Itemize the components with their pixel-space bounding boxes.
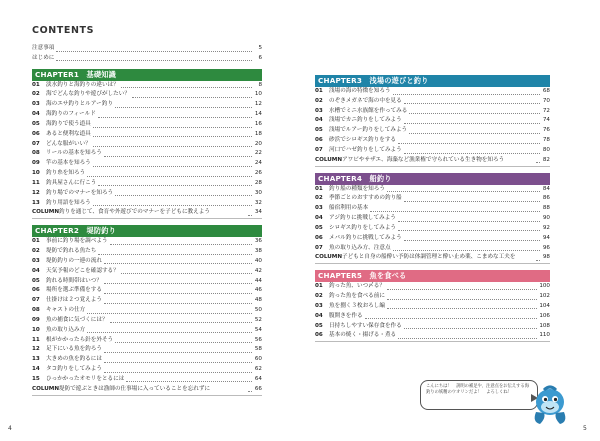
- entry-title: 浅場でルアー釣りをしてみよう: [329, 127, 408, 134]
- entry-page-number: 102: [539, 293, 550, 300]
- toc-entry: [32, 189, 262, 199]
- toc-entry: [315, 204, 550, 214]
- entry-title: シロギス釣りをしてみよう: [329, 224, 397, 231]
- toc-entry: [315, 234, 550, 244]
- entry-page-number: 26: [254, 170, 262, 177]
- entry-page-number: 82: [542, 156, 550, 163]
- entry-title: 大きめの魚を釣るには: [46, 356, 102, 363]
- entry-number: 10: [32, 170, 40, 177]
- dot-leader: [536, 260, 540, 261]
- dot-leader: [536, 162, 540, 163]
- entry-page-number: 40: [254, 257, 262, 264]
- dot-leader: [121, 87, 252, 88]
- entry-number: COLUMN: [315, 254, 343, 261]
- entry-number: 01: [315, 87, 323, 94]
- entry-page-number: 88: [542, 205, 550, 212]
- entry-number: 05: [32, 277, 40, 284]
- entry-page-number: 5: [258, 44, 262, 51]
- entry-title: 砂浜でシロギス釣りをする: [329, 137, 397, 144]
- entry-page-number: 106: [539, 312, 550, 319]
- entry-page-number: 100: [539, 283, 550, 290]
- entry-number: 02: [315, 97, 323, 104]
- entry-number: 04: [32, 267, 40, 274]
- toc-entry: [315, 126, 550, 136]
- entry-page-number: 18: [254, 130, 262, 137]
- toc-entry: [32, 267, 262, 277]
- toc-entry: [32, 130, 262, 140]
- toc-entry: [315, 244, 550, 254]
- toc-entry: [32, 44, 262, 54]
- entry-number: 02: [32, 248, 40, 255]
- entry-title: 仕掛けは２つ覚えよう: [46, 297, 102, 304]
- entry-number: 03: [32, 101, 40, 108]
- toc-entry: [315, 136, 550, 146]
- chapter-entry-list: [32, 81, 262, 220]
- speech-bubble: こんにちは！ 説明の補足や、注意点をお伝えする海釣りの妖精のウオリンだよ！ よろしくね！: [420, 380, 538, 410]
- entry-title: 竿の基本を知ろう: [46, 160, 91, 167]
- dot-leader: [387, 289, 537, 290]
- dot-leader: [248, 391, 252, 392]
- entry-number: 07: [315, 244, 323, 251]
- entry-page-number: 56: [254, 336, 262, 343]
- entry-page-number: 108: [539, 322, 550, 329]
- entry-title: 浅場の海の特徴を知ろう: [329, 87, 391, 94]
- dot-leader: [93, 146, 252, 147]
- entry-page-number: 66: [254, 385, 262, 392]
- entry-number: COLUMN: [315, 156, 343, 163]
- entry-page-number: 68: [542, 87, 550, 94]
- entry-number: 04: [32, 111, 40, 118]
- dot-leader: [104, 156, 252, 157]
- entry-title: 魚の捕食に気づくには？: [46, 316, 108, 323]
- entry-title: 堤防で釣れる魚たち: [46, 248, 97, 255]
- chapter-section: [315, 173, 550, 265]
- entry-title: 足下にいる魚を釣ろう: [46, 346, 102, 353]
- toc-entry: [32, 54, 262, 64]
- entry-page-number: 12: [254, 101, 262, 108]
- toc-entry: [32, 316, 262, 326]
- dot-leader: [93, 205, 252, 206]
- entry-number: 06: [32, 287, 40, 294]
- entry-number: 02: [315, 293, 323, 300]
- entry-number: 04: [315, 215, 323, 222]
- chapter-section: [315, 75, 550, 167]
- chapter-section: [315, 270, 550, 342]
- entry-page-number: 42: [254, 267, 262, 274]
- dot-leader: [104, 303, 252, 304]
- entry-number: 06: [315, 137, 323, 144]
- entry-title: 釣具屋さんに行こう: [46, 179, 97, 186]
- chapter-heading: CHAPTER4 船釣り: [315, 173, 550, 185]
- toc-entry: [32, 90, 262, 100]
- dot-leader: [93, 127, 252, 128]
- entry-title: 釣りを通じて、食育や外遊びでのマナーを子どもに教えよう: [59, 209, 210, 216]
- entry-page-number: 24: [254, 160, 262, 167]
- entry-title: 天気予報のどこを確認する？: [46, 267, 119, 274]
- entry-page-number: 110: [539, 332, 550, 339]
- toc-entry: [315, 107, 550, 117]
- entry-title: 注意事項: [32, 44, 55, 51]
- entry-number: COLUMN: [32, 209, 60, 216]
- dot-leader: [393, 94, 540, 95]
- entry-title: 魚の取り込み方、注意点: [329, 244, 391, 251]
- entry-number: 06: [32, 130, 40, 137]
- entry-number: 02: [315, 195, 323, 202]
- toc-entry: [32, 375, 262, 385]
- toc-entry: [315, 312, 550, 322]
- toc-entry: [315, 322, 550, 332]
- entry-number: 11: [32, 179, 40, 186]
- entry-title: 釣った魚、いつ〆る？: [329, 283, 385, 290]
- entry-number: 05: [315, 322, 323, 329]
- entry-page-number: 92: [542, 224, 550, 231]
- dot-leader: [104, 362, 252, 363]
- entry-title: 河口でハゼ釣りをしてみよう: [329, 146, 402, 153]
- toc-entry: [32, 169, 262, 179]
- chapter-heading: CHAPTER5 魚を食べる: [315, 270, 550, 282]
- dot-leader: [393, 250, 540, 251]
- entry-number: 05: [315, 127, 323, 134]
- toc-entry: [32, 199, 262, 209]
- entry-page-number: 10: [254, 91, 262, 98]
- dot-leader: [110, 244, 252, 245]
- chapter-entry-list: [32, 237, 262, 395]
- chapter-entry-list: [315, 87, 550, 167]
- entry-title: 釣り船の種類を知ろう: [329, 185, 385, 192]
- entry-number: 13: [32, 356, 40, 363]
- dot-leader: [115, 342, 252, 343]
- toc-entry: [315, 116, 550, 126]
- entry-title: 堤防で遊ぶときは漁師の仕事場に入っていることを忘れずに: [59, 385, 211, 392]
- entry-title: 日持ちしやすい保存食を作る: [329, 322, 402, 329]
- entry-number: 04: [315, 312, 323, 319]
- entry-number: 03: [315, 302, 323, 309]
- toc-entry: [315, 146, 550, 156]
- entry-number: 04: [315, 117, 323, 124]
- dot-leader: [404, 328, 538, 329]
- toc-entry: [32, 159, 262, 169]
- entry-title: アワビやサザエ、海藻など漁業権で守られている生き物を知ろう: [342, 156, 505, 163]
- entry-title: メバル釣りに挑戦してみよう: [329, 234, 402, 241]
- toc-entry: [315, 185, 550, 195]
- entry-title: リールの基本を知ろう: [46, 150, 102, 157]
- entry-title: キャストの仕方: [46, 307, 86, 314]
- dot-leader: [98, 254, 252, 255]
- entry-number: 15: [32, 375, 40, 382]
- entry-page-number: 104: [539, 302, 550, 309]
- entry-title: 淡水釣りと海釣りの違いは？: [46, 81, 119, 88]
- dot-leader: [387, 191, 540, 192]
- entry-number: 06: [315, 332, 323, 339]
- entry-title: 浅場でカニ釣りをしてみよう: [329, 117, 402, 124]
- dot-leader: [115, 195, 252, 196]
- entry-title: 海釣りで使う道具: [46, 120, 91, 127]
- entry-page-number: 90: [542, 215, 550, 222]
- entry-page-number: 94: [542, 234, 550, 241]
- entry-number: 12: [32, 189, 40, 196]
- toc-entry: [315, 194, 550, 204]
- toc-entry: [315, 97, 550, 107]
- contents-title: CONTENTS: [32, 25, 95, 36]
- dot-leader: [93, 166, 252, 167]
- entry-page-number: 96: [542, 244, 550, 251]
- dot-leader: [98, 185, 252, 186]
- page-number-left: 4: [8, 425, 12, 432]
- entry-page-number: 86: [542, 195, 550, 202]
- toc-entry: [32, 306, 262, 316]
- entry-number: 07: [32, 140, 40, 147]
- entry-number: 12: [32, 346, 40, 353]
- entry-number: 01: [32, 238, 40, 245]
- toc-entry: [32, 81, 262, 91]
- dot-leader: [404, 153, 540, 154]
- dot-leader: [104, 283, 252, 284]
- chapter-section: [32, 69, 262, 220]
- entry-title: 釣り用語を知ろう: [46, 199, 91, 206]
- entry-number: 02: [32, 91, 40, 98]
- entry-title: ひっかかったオモリをとるには: [46, 375, 125, 382]
- toc-entry: [32, 257, 262, 267]
- entry-title: アジ釣りに挑戦してみよう: [329, 215, 396, 222]
- toc-entry: [32, 365, 262, 375]
- dot-leader: [110, 322, 252, 323]
- entry-title: 基本の焼く・揚げる・煮る: [329, 332, 397, 339]
- entry-number: 01: [315, 185, 323, 192]
- dot-leader: [132, 97, 252, 98]
- entry-page-number: 64: [254, 375, 262, 382]
- dot-leader: [404, 123, 540, 124]
- entry-page-number: 28: [254, 179, 262, 186]
- dot-leader: [93, 136, 252, 137]
- entry-page-number: 62: [254, 366, 262, 372]
- entry-page-number: 80: [542, 146, 550, 153]
- toc-entry: [32, 277, 262, 287]
- toc-entry: [315, 331, 550, 341]
- entry-number: 05: [315, 224, 323, 231]
- fish-mascot-icon: [526, 382, 572, 428]
- entry-page-number: 48: [254, 297, 262, 304]
- dot-leader: [404, 103, 540, 104]
- entry-number: 08: [32, 307, 40, 314]
- toc-entry: [32, 355, 262, 365]
- toc-entry: [32, 110, 262, 120]
- entry-title: 腹開きを作る: [329, 312, 363, 319]
- entry-number: 11: [32, 336, 40, 343]
- entry-page-number: 36: [254, 238, 262, 245]
- entry-title: 釣った魚を食べる前に: [329, 293, 385, 300]
- entry-page-number: 8: [258, 81, 262, 88]
- entry-title: どんな服がいい？: [46, 140, 91, 147]
- dot-leader: [404, 240, 540, 241]
- entry-title: 海のエサ釣りとルアー釣り: [46, 101, 113, 108]
- entry-page-number: 76: [542, 127, 550, 134]
- dot-leader: [398, 221, 540, 222]
- entry-title: 場所を選ぶ準備をする: [46, 287, 102, 294]
- entry-page-number: 52: [254, 316, 262, 323]
- toc-entry: [32, 296, 262, 306]
- entry-page-number: 32: [254, 199, 262, 206]
- entry-page-number: 14: [254, 111, 262, 118]
- intro-list: [32, 44, 262, 64]
- entry-title: 事前に釣り場を調べよう: [46, 238, 108, 245]
- entry-title: 釣り糸を知ろう: [46, 170, 86, 177]
- column-entry: [315, 156, 550, 166]
- entry-number: 03: [315, 107, 323, 114]
- entry-number: 09: [32, 160, 40, 167]
- entry-number: 09: [32, 316, 40, 323]
- dot-leader: [104, 372, 252, 373]
- entry-page-number: 78: [542, 137, 550, 144]
- entry-page-number: 50: [254, 307, 262, 314]
- entry-title: 水槽でミニ水族館を作ってみる: [329, 107, 408, 114]
- page-number-right: 5: [583, 425, 587, 432]
- entry-page-number: 30: [254, 189, 262, 196]
- toc-entry: [32, 140, 262, 150]
- entry-title: 子どもと自身の船酔い予防は体調管理と酔い止め薬、こまめな工夫を: [342, 254, 516, 261]
- entry-page-number: 6: [258, 54, 262, 61]
- entry-page-number: 74: [542, 117, 550, 124]
- entry-page-number: 16: [254, 120, 262, 127]
- toc-entry: [32, 247, 262, 257]
- entry-number: 07: [315, 146, 323, 153]
- entry-title: 季節ごとのおすすめの釣り船: [329, 195, 402, 202]
- dot-leader: [104, 352, 252, 353]
- dot-leader: [398, 230, 540, 231]
- dot-leader: [98, 117, 252, 118]
- entry-page-number: 70: [542, 97, 550, 104]
- toc-entry: [32, 100, 262, 110]
- toc-entry: [315, 302, 550, 312]
- entry-title: 魚の取り込み方: [46, 326, 86, 333]
- toc-entry: [32, 345, 262, 355]
- entry-number: 10: [32, 326, 40, 333]
- dot-leader: [387, 299, 537, 300]
- entry-page-number: 44: [254, 277, 262, 284]
- dot-leader: [404, 201, 540, 202]
- right-column: [315, 72, 550, 348]
- chapter-heading: CHAPTER3 浅場の遊びと釣り: [315, 75, 550, 87]
- entry-title: タコ釣りをしてみよう: [46, 366, 102, 372]
- dot-leader: [56, 60, 252, 61]
- entry-number: 13: [32, 199, 40, 206]
- entry-number: 03: [32, 257, 40, 264]
- entry-title: 海でどんな釣りや遊びがしたい？: [46, 91, 130, 98]
- entry-number: 08: [32, 150, 40, 157]
- entry-number: 07: [32, 297, 40, 304]
- entry-title: 海釣りのフィールド: [46, 111, 96, 118]
- dot-leader: [409, 133, 540, 134]
- entry-title: 釣り場でのマナーを知ろう: [46, 189, 114, 196]
- column-entry: [32, 208, 262, 218]
- dot-leader: [398, 338, 537, 339]
- toc-entry: [32, 149, 262, 159]
- entry-number: 05: [32, 120, 40, 127]
- entry-title: 根がかかったら針を外そう: [46, 336, 114, 343]
- chapter-entry-list: [315, 282, 550, 342]
- entry-title: 船宿利用の基本: [329, 205, 369, 212]
- entry-number: 03: [315, 205, 323, 212]
- dot-leader: [87, 176, 252, 177]
- left-column: [32, 44, 262, 402]
- entry-number: 01: [32, 81, 40, 88]
- toc-entry: [32, 179, 262, 189]
- entry-page-number: 60: [254, 356, 262, 363]
- dot-leader: [121, 273, 252, 274]
- entry-page-number: 46: [254, 287, 262, 294]
- toc-entry: [315, 224, 550, 234]
- dot-leader: [248, 215, 252, 216]
- dot-leader: [104, 293, 252, 294]
- toc-entry: [315, 292, 550, 302]
- toc-entry: [32, 237, 262, 247]
- entry-title: のぞきメガネで海の中を見る: [329, 97, 402, 104]
- toc-entry: [32, 286, 262, 296]
- entry-title: 釣れる時間帯はいつ？: [46, 277, 102, 284]
- toc-entry: [32, 120, 262, 130]
- dot-leader: [387, 308, 537, 309]
- entry-page-number: 98: [542, 254, 550, 261]
- toc-entry: [315, 214, 550, 224]
- entry-title: あると便利な道具: [46, 130, 91, 137]
- dot-leader: [365, 318, 538, 319]
- toc-entry: [32, 326, 262, 336]
- entry-number: 14: [32, 366, 40, 372]
- dot-leader: [104, 263, 252, 264]
- dot-leader: [115, 107, 252, 108]
- entry-page-number: 22: [254, 150, 262, 157]
- chapter-section: [32, 225, 262, 395]
- dot-leader: [370, 211, 540, 212]
- chapter-heading: CHAPTER2 堤防釣り: [32, 225, 262, 237]
- entry-page-number: 38: [254, 248, 262, 255]
- dot-leader: [56, 51, 252, 52]
- entry-page-number: 54: [254, 326, 262, 333]
- dot-leader: [87, 332, 252, 333]
- entry-title: 堤防釣りの一連の流れ: [46, 257, 102, 264]
- entry-page-number: 72: [542, 107, 550, 114]
- entry-title: はじめに: [32, 54, 55, 61]
- entry-number: 06: [315, 234, 323, 241]
- entry-title: 魚を捌く３枚おろし編: [329, 302, 385, 309]
- chapter-entry-list: [315, 185, 550, 265]
- entry-page-number: 58: [254, 346, 262, 353]
- entry-page-number: 34: [254, 209, 262, 216]
- toc-entry: [32, 336, 262, 346]
- column-entry: [32, 385, 262, 395]
- toc-entry: [315, 87, 550, 97]
- entry-page-number: 84: [542, 185, 550, 192]
- entry-number: 01: [315, 283, 323, 290]
- dot-leader: [87, 313, 252, 314]
- dot-leader: [398, 143, 540, 144]
- toc-entry: [315, 282, 550, 292]
- dot-leader: [409, 113, 540, 114]
- entry-page-number: 20: [254, 140, 262, 147]
- chapter-heading: CHAPTER1 基礎知識: [32, 69, 262, 81]
- column-entry: [315, 253, 550, 263]
- dot-leader: [126, 381, 252, 382]
- entry-number: COLUMN: [32, 385, 60, 392]
